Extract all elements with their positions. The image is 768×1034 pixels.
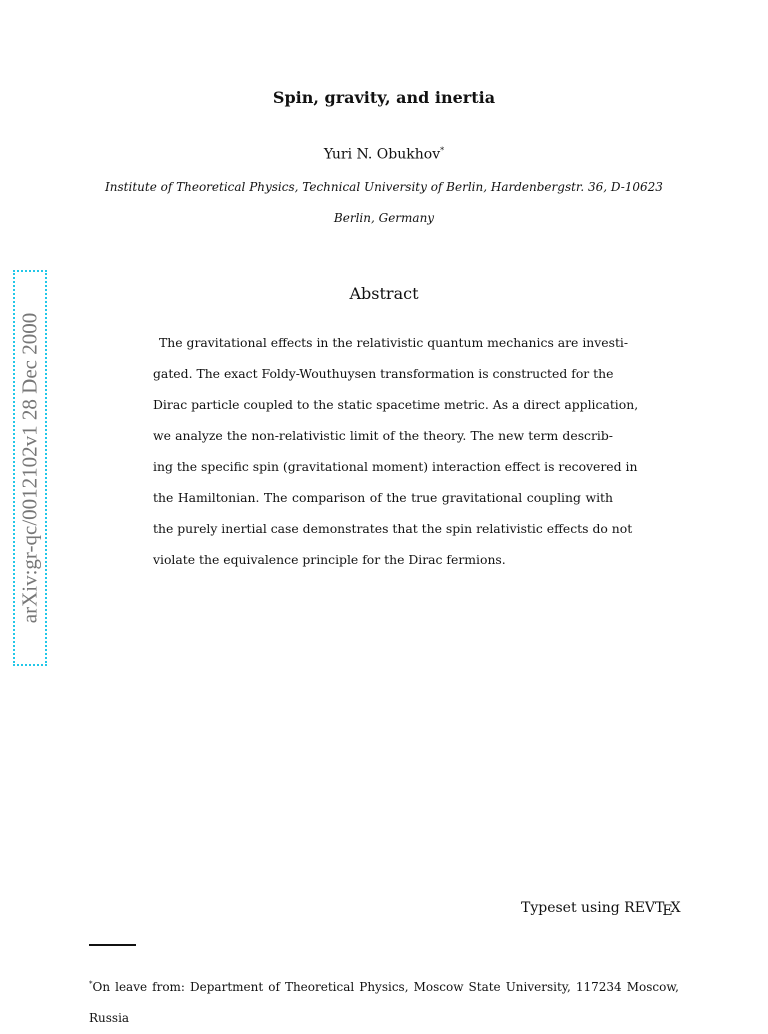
affiliation-line-2: Berlin, Germany <box>333 211 435 225</box>
abstract-heading: Abstract <box>349 284 419 303</box>
affiliation-line-1: Institute of Theoretical Physics, Technical University of Berlin, Hardenbergstr. 36, D-10623 <box>105 180 663 194</box>
typeset-prefix: Typeset using REVT <box>521 900 665 916</box>
footnote-mark: * <box>89 980 93 988</box>
typeset-note <box>521 900 681 919</box>
abstract-line: the Hamiltonian. The comparison of the true gravitational coupling with <box>153 490 613 505</box>
footnote <box>89 969 679 1034</box>
abstract-line: Dirac particle coupled to the static spacetime metric. As a direct application, <box>153 397 639 412</box>
author-line <box>0 146 768 163</box>
footnote-rule <box>89 944 136 946</box>
abstract-line: The gravitational effects in the relativistic quantum mechanics are investi- <box>159 335 629 350</box>
abstract-line: ing the specific spin (gravitational moment) interaction effect is recovered in <box>153 459 638 474</box>
paper-title: Spin, gravity, and inertia <box>272 88 496 107</box>
footnote-line-2: Russia <box>89 1011 130 1025</box>
tex-x: X <box>670 900 681 916</box>
abstract-body <box>153 333 639 581</box>
abstract-line: violate the equivalence principle for the Dirac fermions. <box>153 552 506 567</box>
abstract-line: the purely inertial case demonstrates that the spin relativistic effects do not <box>153 521 633 536</box>
footnote-text: On leave from: Department of Theoretical Physics, Moscow State University, 117234 Moscow, <box>92 980 679 994</box>
abstract-line: we analyze the non-relativistic limit of the theory. The new term describ- <box>153 428 613 443</box>
footnote-line-1 <box>89 969 679 1003</box>
arxiv-stamp <box>13 270 47 666</box>
abstract-line: gated. The exact Foldy-Wouthuysen transformation is constructed for the <box>153 366 614 381</box>
tex-lowered-e: E <box>662 903 673 919</box>
author-name: Yuri N. Obukhov <box>323 146 441 163</box>
arxiv-identifier: arXiv:gr-qc/0012102v1 28 Dec 2000 <box>17 312 42 624</box>
author-footnote-mark: * <box>440 146 445 155</box>
